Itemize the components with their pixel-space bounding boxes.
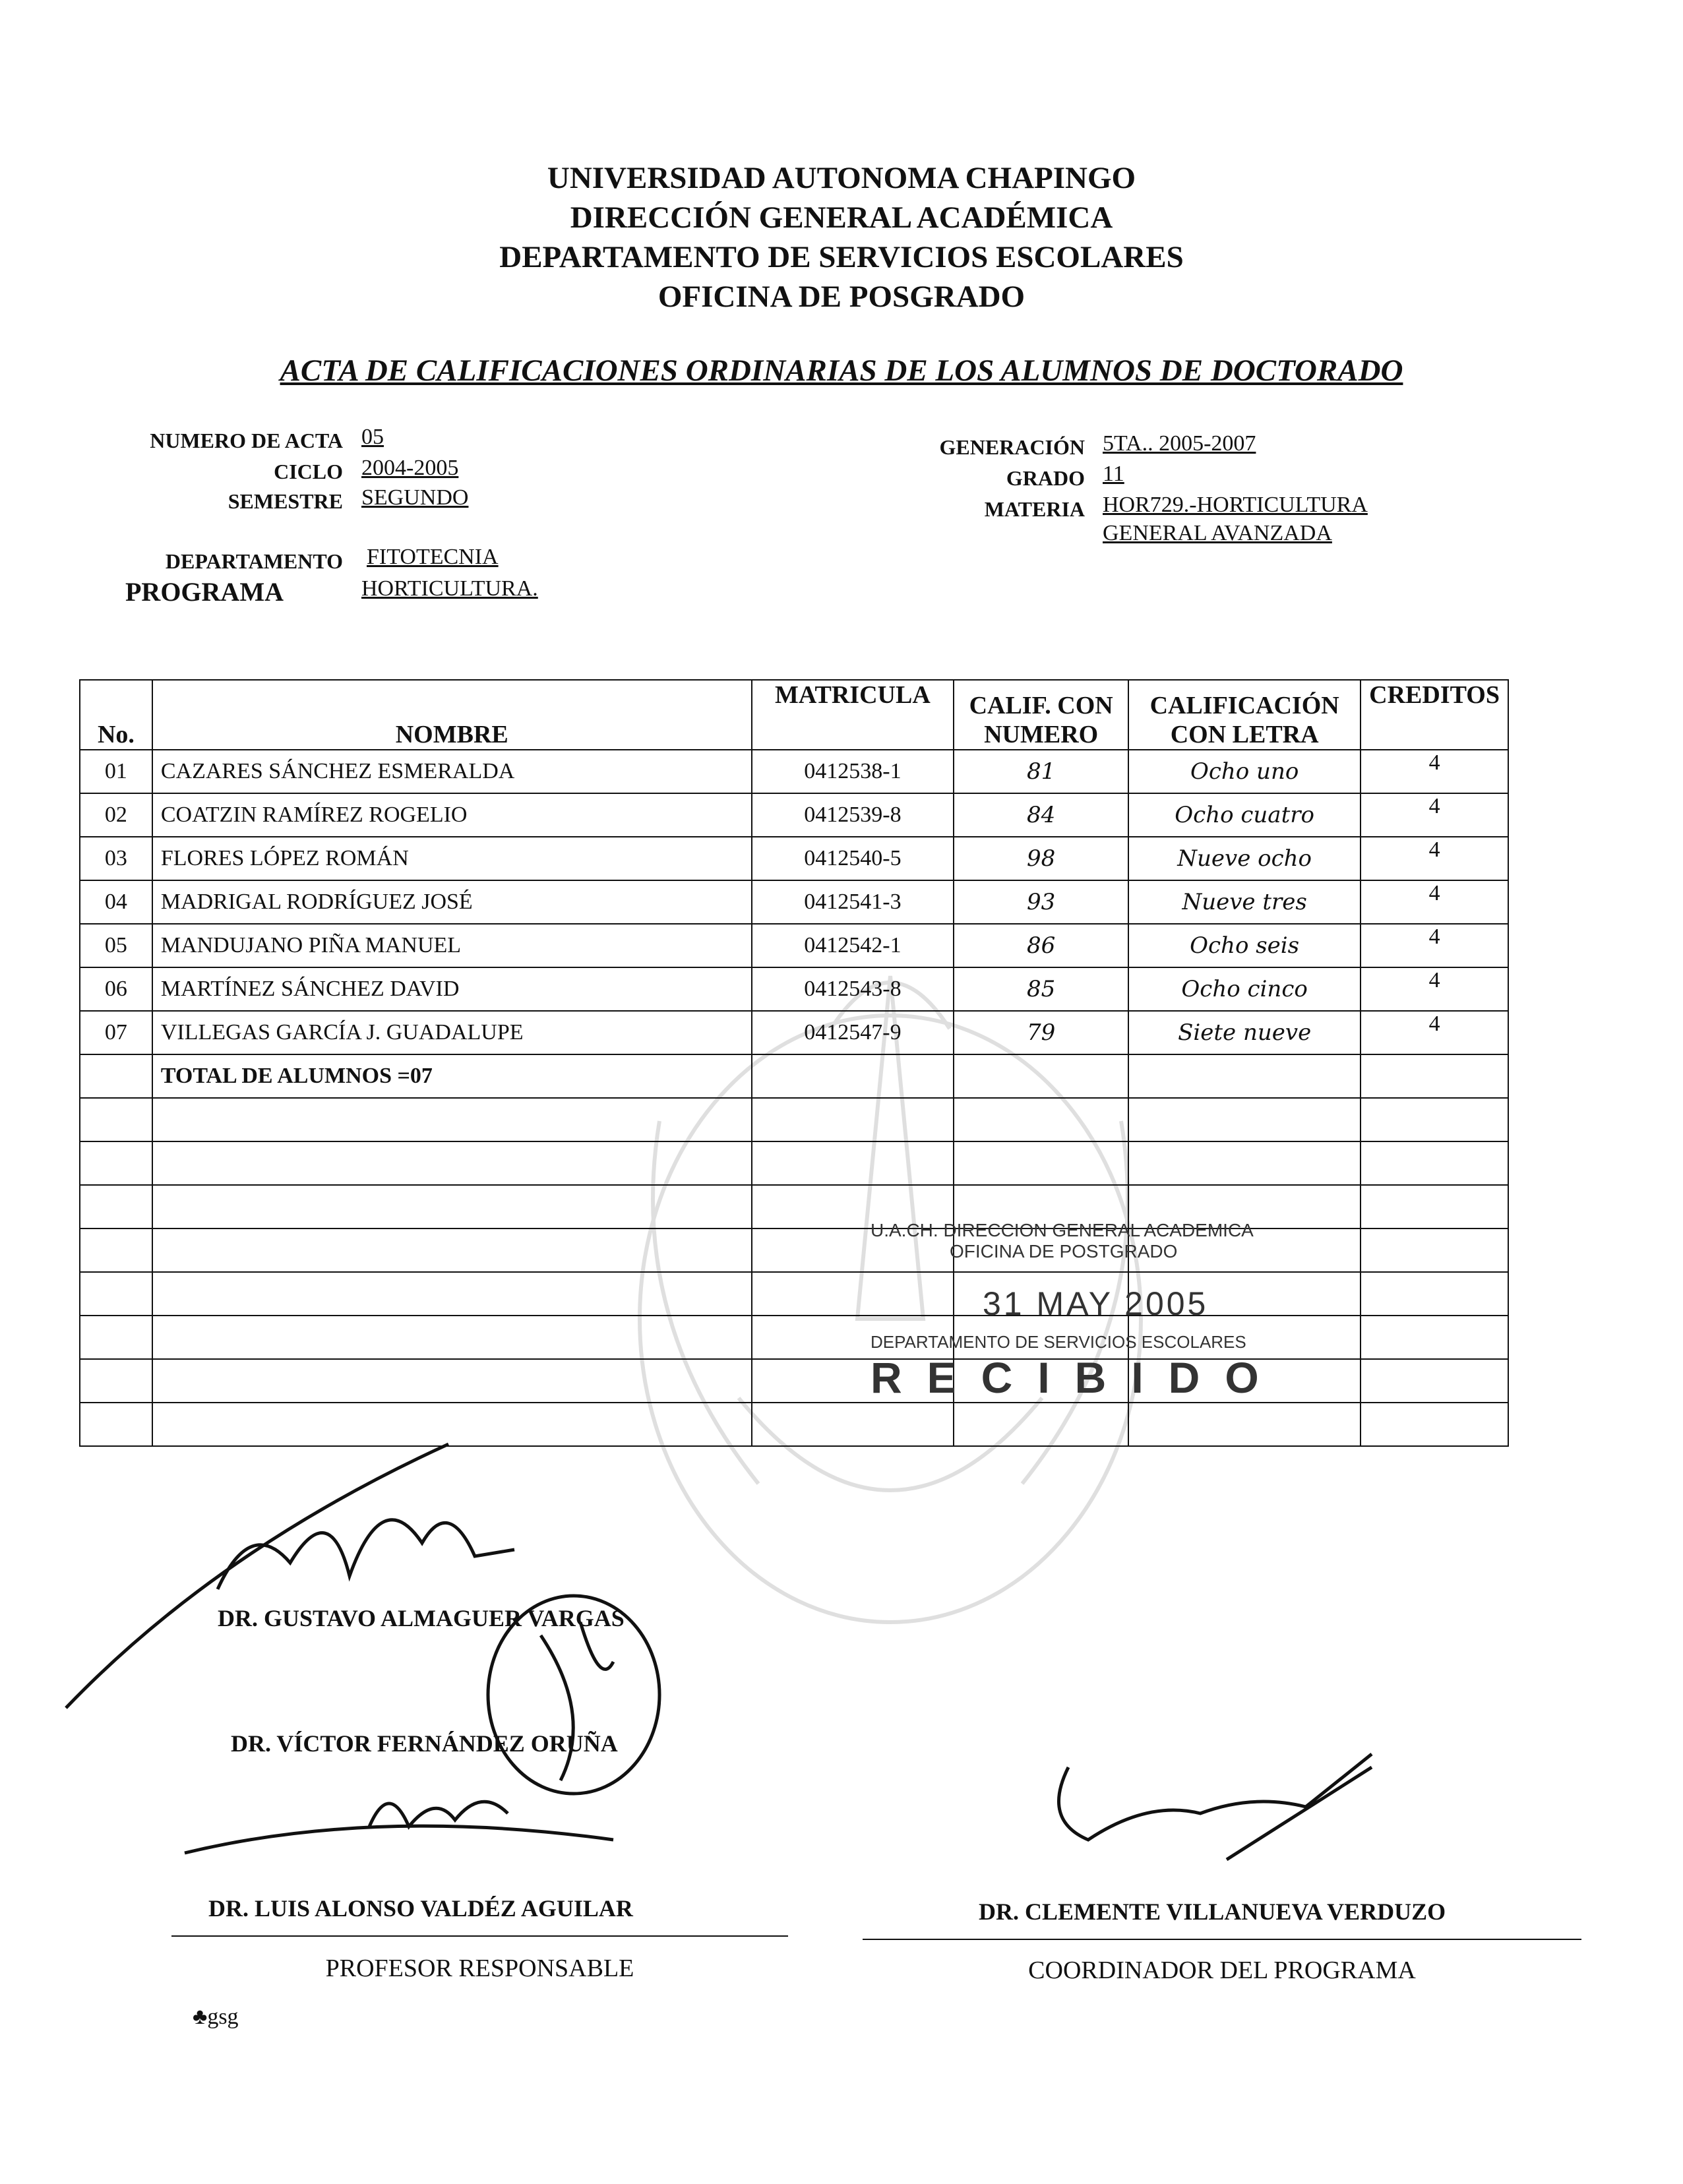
total-blank-cell (1361, 1054, 1508, 1098)
programa-label: PROGRAMA (125, 577, 284, 607)
signature-villanueva (1029, 1741, 1398, 1886)
row-matricula: 0412541-3 (752, 880, 954, 924)
table-row (80, 924, 1508, 967)
row-nombre: VILLEGAS GARCÍA J. GUADALUPE (152, 1011, 752, 1054)
table-row (80, 837, 1508, 880)
institution-header (0, 158, 1683, 317)
empty-cell (954, 1141, 1128, 1185)
stamp-department: DEPARTAMENTO DE SERVICIOS ESCOLARES (871, 1332, 1246, 1352)
materia-label: MATERIA (984, 497, 1085, 521)
empty-cell (152, 1098, 752, 1141)
empty-row (80, 1141, 1508, 1185)
empty-cell (80, 1228, 152, 1272)
row-no: 06 (80, 967, 152, 1011)
typist-initials: ♣gsg (193, 2005, 239, 2029)
row-creditos: 4 (1361, 750, 1508, 793)
header-no: No. (80, 680, 152, 750)
departamento-value: FITOTECNIA (367, 545, 499, 569)
signature-valdez (178, 1767, 640, 1873)
empty-cell (752, 1403, 954, 1446)
row-calif-letra: Nueve tres (1128, 880, 1361, 924)
header-matricula: MATRICULA (752, 680, 954, 750)
row-creditos: 4 (1361, 880, 1508, 924)
empty-cell (80, 1359, 152, 1403)
prof-signature-line (171, 1935, 788, 1937)
table-header-row (80, 680, 1508, 750)
table-row (80, 1011, 1508, 1054)
header-line-4: OFICINA DE POSGRADO (658, 280, 1025, 314)
empty-cell (80, 1141, 152, 1185)
coord-signature-line (863, 1939, 1581, 1940)
header-calif-letra: CALIFICACIÓN CON LETRA (1128, 680, 1361, 750)
empty-cell (752, 1098, 954, 1141)
grado-label: GRADO (1006, 466, 1085, 490)
row-creditos: 4 (1361, 1011, 1508, 1054)
row-matricula: 0412538-1 (752, 750, 954, 793)
row-calif-numero: 84 (954, 793, 1128, 837)
ciclo-label: CICLO (274, 460, 343, 483)
row-calif-numero: 79 (954, 1011, 1128, 1054)
departamento-label: DEPARTAMENTO (165, 549, 343, 573)
row-calif-numero: 86 (954, 924, 1128, 967)
empty-cell (1128, 1098, 1361, 1141)
table-row (80, 793, 1508, 837)
signer-valdez: DR. LUIS ALONSO VALDÉZ AGUILAR (208, 1895, 633, 1922)
row-no: 03 (80, 837, 152, 880)
empty-cell (80, 1185, 152, 1228)
semestre-label: SEMESTRE (228, 489, 343, 513)
empty-cell (152, 1141, 752, 1185)
generacion-value: 5TA.. 2005-2007 (1103, 431, 1256, 456)
row-matricula: 0412543-8 (752, 967, 954, 1011)
row-nombre: MADRIGAL RODRÍGUEZ JOSÉ (152, 880, 752, 924)
signer-villanueva: DR. CLEMENTE VILLANUEVA VERDUZO (979, 1898, 1446, 1925)
row-matricula: 0412547-9 (752, 1011, 954, 1054)
row-nombre: FLORES LÓPEZ ROMÁN (152, 837, 752, 880)
prof-role: PROFESOR RESPONSABLE (325, 1955, 634, 1982)
document-title: ACTA DE CALIFICACIONES ORDINARIAS DE LOS ALUMNOS DE DOCTORADO (280, 353, 1403, 388)
row-calif-numero: 98 (954, 837, 1128, 880)
empty-cell (1128, 1141, 1361, 1185)
total-blank-cell (752, 1054, 954, 1098)
empty-cell (152, 1272, 752, 1316)
header-nombre: NOMBRE (152, 680, 752, 750)
empty-cell (80, 1272, 152, 1316)
empty-cell (152, 1185, 752, 1228)
total-blank-cell (954, 1054, 1128, 1098)
empty-cell (1361, 1141, 1508, 1185)
empty-cell (152, 1359, 752, 1403)
empty-cell (80, 1316, 152, 1359)
generacion-label: GENERACIÓN (939, 435, 1085, 459)
materia-value-line1: HOR729.-HORTICULTURA (1103, 493, 1368, 517)
row-creditos: 4 (1361, 967, 1508, 1011)
row-no: 05 (80, 924, 152, 967)
signer-fernandez: DR. VÍCTOR FERNÁNDEZ ORUÑA (231, 1730, 618, 1757)
empty-cell (1361, 1098, 1508, 1141)
empty-cell (1361, 1359, 1508, 1403)
semestre-value: SEGUNDO (361, 485, 469, 510)
row-creditos: 4 (1361, 924, 1508, 967)
ciclo-value: 2004-2005 (361, 456, 459, 480)
row-calif-numero: 81 (954, 750, 1128, 793)
row-calif-letra: Siete nueve (1128, 1011, 1361, 1054)
empty-cell (1361, 1316, 1508, 1359)
row-nombre: COATZIN RAMÍREZ ROGELIO (152, 793, 752, 837)
signer-almaguer: DR. GUSTAVO ALMAGUER VARGAS (218, 1605, 625, 1631)
materia-value-line2: GENERAL AVANZADA (1103, 521, 1332, 545)
row-calif-letra: Ocho cinco (1128, 967, 1361, 1011)
empty-cell (1361, 1185, 1508, 1228)
total-row (80, 1054, 1508, 1098)
row-matricula: 0412539-8 (752, 793, 954, 837)
table-row (80, 750, 1508, 793)
row-nombre: CAZARES SÁNCHEZ ESMERALDA (152, 750, 752, 793)
empty-cell (80, 1098, 152, 1141)
stamp-recibido: RECIBIDO (871, 1353, 1284, 1402)
row-nombre: MANDUJANO PIÑA MANUEL (152, 924, 752, 967)
row-no: 04 (80, 880, 152, 924)
row-creditos: 4 (1361, 837, 1508, 880)
grado-value: 11 (1103, 462, 1124, 486)
row-no: 07 (80, 1011, 152, 1054)
empty-cell (954, 1403, 1128, 1446)
numero-acta-label: NUMERO DE ACTA (150, 429, 343, 452)
header-line-1: UNIVERSIDAD AUTONOMA CHAPINGO (547, 161, 1136, 195)
empty-cell (152, 1316, 752, 1359)
row-calif-numero: 85 (954, 967, 1128, 1011)
row-calif-letra: Nueve ocho (1128, 837, 1361, 880)
total-blank-cell (1128, 1054, 1361, 1098)
empty-cell (752, 1141, 954, 1185)
row-calif-numero: 93 (954, 880, 1128, 924)
coord-role: COORDINADOR DEL PROGRAMA (1028, 1957, 1416, 1984)
empty-row (80, 1098, 1508, 1141)
row-creditos: 4 (1361, 793, 1508, 837)
table-row (80, 880, 1508, 924)
header-calif-numero: CALIF. CON NUMERO (954, 680, 1128, 750)
row-nombre: MARTÍNEZ SÁNCHEZ DAVID (152, 967, 752, 1011)
header-line-2: DIRECCIÓN GENERAL ACADÉMICA (570, 200, 1113, 235)
row-no: 02 (80, 793, 152, 837)
empty-cell (1128, 1403, 1361, 1446)
programa-value: HORTICULTURA. (361, 576, 538, 601)
row-no: 01 (80, 750, 152, 793)
empty-cell (1361, 1272, 1508, 1316)
stamp-line-2: OFICINA DE POSTGRADO (950, 1241, 1178, 1261)
numero-acta-value: 05 (361, 425, 384, 449)
total-blank-no (80, 1054, 152, 1098)
row-calif-letra: Ocho seis (1128, 924, 1361, 967)
empty-cell (1361, 1403, 1508, 1446)
row-matricula: 0412542-1 (752, 924, 954, 967)
stamp-line-1: U.A.CH. DIRECCION GENERAL ACADEMICA (871, 1220, 1254, 1240)
empty-cell (954, 1098, 1128, 1141)
row-calif-letra: Ocho uno (1128, 750, 1361, 793)
empty-cell (1361, 1228, 1508, 1272)
header-creditos: CREDITOS (1361, 680, 1508, 750)
stamp-date: 31 MAY 2005 (983, 1285, 1209, 1322)
empty-cell (152, 1228, 752, 1272)
row-matricula: 0412540-5 (752, 837, 954, 880)
received-stamp (871, 1220, 1332, 1403)
row-calif-letra: Ocho cuatro (1128, 793, 1361, 837)
header-line-3: DEPARTAMENTO DE SERVICIOS ESCOLARES (499, 240, 1184, 274)
total-alumnos: TOTAL DE ALUMNOS =07 (152, 1054, 752, 1098)
table-row (80, 967, 1508, 1011)
